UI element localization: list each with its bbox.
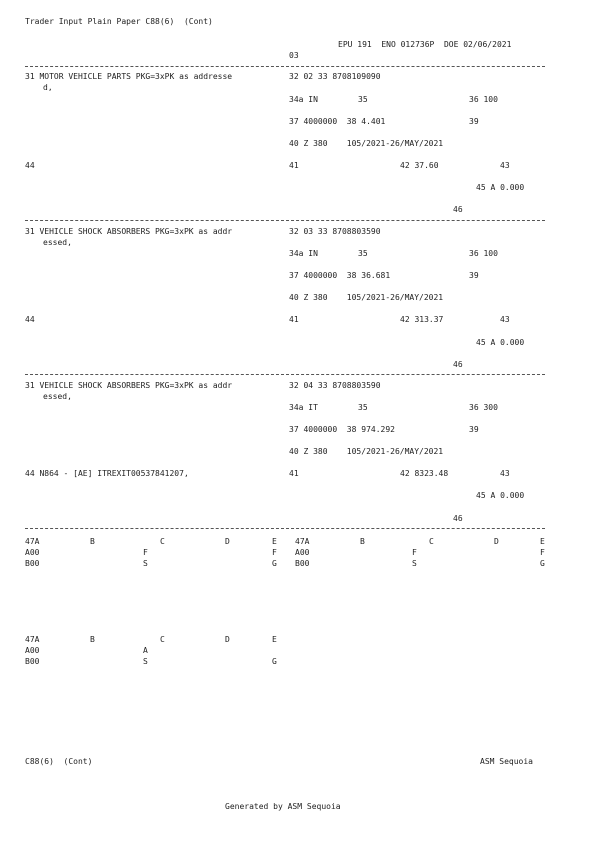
tax-header-d: D (225, 537, 230, 546)
box-41: 41 (289, 469, 299, 478)
box-35: 35 (358, 403, 368, 412)
tax-header-c: C (429, 537, 434, 546)
tax-header-e: E (272, 635, 277, 644)
box-42: 42 8323.48 (400, 469, 449, 478)
box-43: 43 (500, 161, 510, 170)
tax-cell: A00 (295, 548, 310, 557)
box-44: 44 (25, 315, 35, 324)
tax-header-e: E (540, 537, 545, 546)
footer-vendor: ASM Sequoia (480, 757, 533, 766)
item-description-cont: essed, (43, 392, 72, 401)
box-34a: 34a IN (289, 95, 318, 104)
box-39: 39 (469, 425, 479, 434)
commodity-code: 32 02 33 8708109090 (289, 72, 381, 81)
box-37-38: 37 4000000 38 4.401 (289, 117, 386, 126)
tax-cell: A (143, 646, 148, 655)
tax-cell: F (143, 548, 148, 557)
reference-line: EPU 191 ENO 012736P DOE 02/06/2021 (338, 40, 512, 49)
tax-cell: S (143, 657, 148, 666)
separator-rule (25, 374, 545, 375)
tax-cell: F (272, 548, 277, 557)
separator-rule (25, 66, 545, 67)
tax-cell: B00 (25, 559, 40, 568)
tax-header-47a: 47A (295, 537, 310, 546)
commodity-code: 32 04 33 8708803590 (289, 381, 381, 390)
box-42: 42 37.60 (400, 161, 439, 170)
tax-cell: G (272, 559, 277, 568)
box-40: 40 Z 380 105/2021-26/MAY/2021 (289, 139, 444, 148)
tax-header-c: C (160, 635, 165, 644)
page-title: Trader Input Plain Paper C88(6) (Cont) (25, 17, 213, 26)
box-34a: 34a IT (289, 403, 318, 412)
tax-cell: A00 (25, 646, 40, 655)
separator-rule (25, 528, 545, 529)
tax-cell: S (143, 559, 148, 568)
box-42: 42 313.37 (400, 315, 444, 324)
tax-cell: B00 (25, 657, 40, 666)
box-41: 41 (289, 161, 299, 170)
generated-by-note: Generated by ASM Sequoia (225, 802, 341, 811)
tax-header-47a: 47A (25, 635, 40, 644)
box-34a: 34a IN (289, 249, 318, 258)
tax-cell: A00 (25, 548, 40, 557)
item-description: 31 VEHICLE SHOCK ABSORBERS PKG=3xPK as addr (25, 227, 233, 236)
box-41: 41 (289, 315, 299, 324)
box-45: 45 A 0.000 (476, 491, 525, 500)
box-37-38: 37 4000000 38 974.292 (289, 425, 395, 434)
box-43: 43 (500, 315, 510, 324)
tax-cell: F (540, 548, 545, 557)
box-36: 36 100 (469, 95, 498, 104)
page-number: 03 (289, 51, 299, 60)
tax-header-47a: 47A (25, 537, 40, 546)
item-description: 31 MOTOR VEHICLE PARTS PKG=3xPK as addresse (25, 72, 233, 81)
box-43: 43 (500, 469, 510, 478)
tax-cell: F (412, 548, 417, 557)
box-46: 46 (453, 205, 463, 214)
box-36: 36 100 (469, 249, 498, 258)
box-44: 44 (25, 161, 35, 170)
tax-header-d: D (494, 537, 499, 546)
box-36: 36 300 (469, 403, 498, 412)
tax-header-b: B (90, 635, 95, 644)
tax-header-d: D (225, 635, 230, 644)
item-description: 31 VEHICLE SHOCK ABSORBERS PKG=3xPK as addr (25, 381, 233, 390)
box-46: 46 (453, 514, 463, 523)
box-40: 40 Z 380 105/2021-26/MAY/2021 (289, 293, 444, 302)
box-40: 40 Z 380 105/2021-26/MAY/2021 (289, 447, 444, 456)
commodity-code: 32 03 33 8708803590 (289, 227, 381, 236)
box-39: 39 (469, 117, 479, 126)
tax-cell: G (272, 657, 277, 666)
box-45: 45 A 0.000 (476, 183, 525, 192)
tax-header-c: C (160, 537, 165, 546)
separator-rule (25, 220, 545, 221)
tax-header-e: E (272, 537, 277, 546)
footer-form-id: C88(6) (Cont) (25, 757, 93, 766)
box-35: 35 (358, 249, 368, 258)
tax-cell: B00 (295, 559, 310, 568)
tax-cell: G (540, 559, 545, 568)
box-37-38: 37 4000000 38 36.681 (289, 271, 391, 280)
item-description-cont: d, (43, 83, 53, 92)
box-45: 45 A 0.000 (476, 338, 525, 347)
tax-header-b: B (90, 537, 95, 546)
box-39: 39 (469, 271, 479, 280)
tax-cell: S (412, 559, 417, 568)
item-description-cont: essed, (43, 238, 72, 247)
box-46: 46 (453, 360, 463, 369)
tax-header-b: B (360, 537, 365, 546)
box-35: 35 (358, 95, 368, 104)
box-44: 44 N864 - [AE] ITREXIT00537841207, (25, 469, 189, 478)
